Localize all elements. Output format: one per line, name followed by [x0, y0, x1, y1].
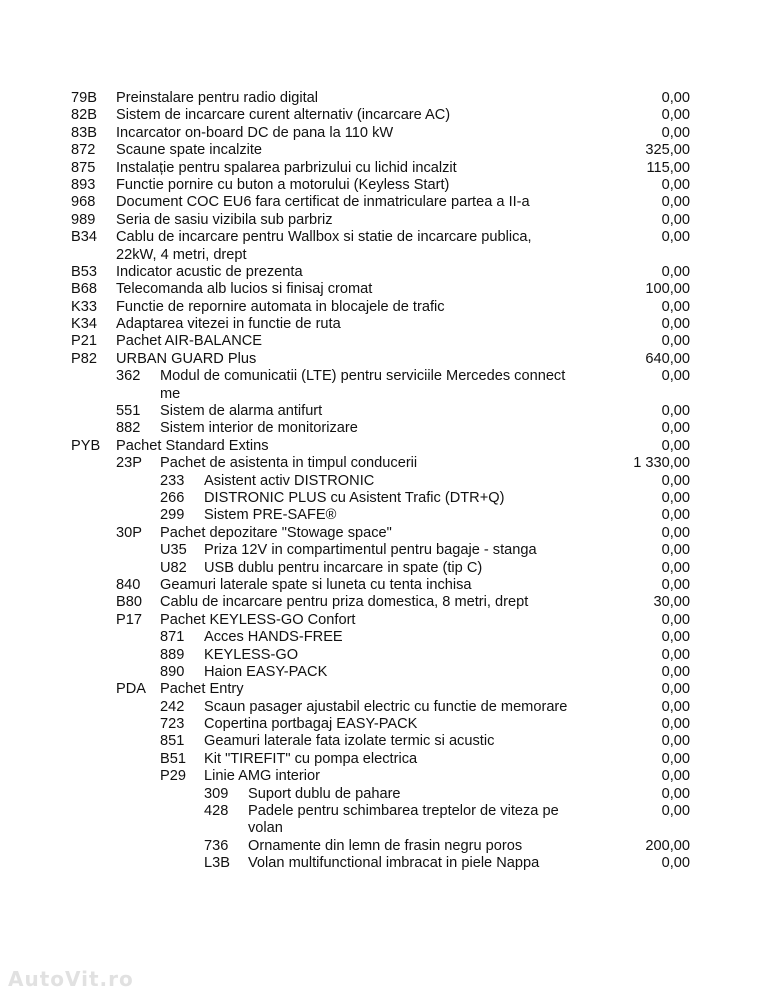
- option-code: 83B: [71, 124, 97, 141]
- option-price: 100,00: [645, 281, 690, 298]
- option-price: 0,00: [661, 507, 690, 524]
- option-price: 0,00: [661, 855, 690, 872]
- option-code: U82: [160, 559, 187, 576]
- option-code: 299: [160, 507, 185, 524]
- option-row: [0, 333, 772, 350]
- option-description: KEYLESS-GO: [204, 646, 299, 663]
- option-row: [0, 577, 772, 594]
- option-description: Kit "TIREFIT" cu pompa electrica: [204, 750, 418, 767]
- option-code: PYB: [71, 437, 101, 454]
- option-description: Incarcator on-board DC de pana la 110 kW: [116, 124, 394, 141]
- option-description: Sistem PRE-SAFE®: [204, 507, 337, 524]
- option-price: 0,00: [661, 629, 690, 646]
- option-code: 989: [71, 211, 96, 228]
- option-description: Functie de repornire automata in blocajele de trafic: [116, 298, 445, 315]
- option-description: Modul de comunicatii (LTE) pentru serviciile Mercedes connect me: [160, 368, 566, 402]
- option-row: [0, 855, 772, 872]
- option-price: 30,00: [653, 594, 690, 611]
- option-row: [0, 786, 772, 803]
- option-code: 872: [71, 142, 96, 159]
- option-price: 0,00: [661, 194, 690, 211]
- option-price: 0,00: [661, 298, 690, 315]
- option-description: Adaptarea vitezei in functie de ruta: [116, 316, 341, 333]
- option-row: [0, 803, 772, 838]
- option-row: [0, 473, 772, 490]
- option-price: 0,00: [661, 420, 690, 437]
- option-price: 0,00: [661, 611, 690, 628]
- option-description: Acces HANDS-FREE: [204, 629, 343, 646]
- option-description: Preinstalare pentru radio digital: [116, 90, 318, 106]
- option-price: 0,00: [661, 681, 690, 698]
- option-code: L3B: [204, 855, 230, 872]
- option-description: Indicator acustic de prezenta: [116, 263, 303, 280]
- option-row: [0, 125, 772, 142]
- option-row: [0, 177, 772, 194]
- option-description: Pachet KEYLESS-GO Confort: [160, 611, 356, 628]
- option-price: 0,00: [661, 437, 690, 454]
- option-code: 882: [116, 420, 141, 437]
- option-price: 0,00: [661, 542, 690, 559]
- option-code: 23P: [116, 455, 142, 472]
- option-code: 875: [71, 159, 96, 176]
- option-description: Linie AMG interior: [204, 768, 320, 785]
- option-code: P29: [160, 768, 186, 785]
- option-description: Volan multifunctional imbracat in piele Nappa: [248, 855, 540, 872]
- option-price: 0,00: [661, 124, 690, 141]
- option-code: B34: [71, 229, 97, 246]
- option-description: Priza 12V in compartimentul pentru bagaje - stanga: [204, 542, 537, 559]
- option-price: 0,00: [661, 316, 690, 333]
- option-code: B80: [116, 594, 142, 611]
- option-description: Pachet Standard Extins: [116, 437, 269, 454]
- option-row: [0, 751, 772, 768]
- option-code: 551: [116, 403, 141, 420]
- option-row: [0, 525, 772, 542]
- option-row: [0, 560, 772, 577]
- option-code: 871: [160, 629, 185, 646]
- option-code: K33: [71, 298, 97, 315]
- option-code: 266: [160, 490, 185, 507]
- option-code: U35: [160, 542, 187, 559]
- options-list: [0, 90, 772, 873]
- option-code: 242: [160, 698, 185, 715]
- option-row: [0, 142, 772, 159]
- option-description: Pachet de asistenta in timpul conducerii: [160, 455, 418, 472]
- option-price: 0,00: [661, 576, 690, 593]
- option-row: [0, 838, 772, 855]
- option-price: 0,00: [661, 559, 690, 576]
- option-description: Ornamente din lemn de frasin negru poros: [248, 837, 523, 854]
- option-price: 0,00: [661, 333, 690, 350]
- option-row: [0, 455, 772, 472]
- option-row: [0, 594, 772, 611]
- option-row: [0, 768, 772, 785]
- option-code: B53: [71, 263, 97, 280]
- option-code: 309: [204, 785, 229, 802]
- option-code: 968: [71, 194, 96, 211]
- option-price: 0,00: [661, 733, 690, 750]
- option-row: [0, 664, 772, 681]
- option-code: K34: [71, 316, 97, 333]
- option-description: Cablu de incarcare pentru Wallbox si statie de incarcare publica, 22kW, 4 metri, drept: [116, 229, 532, 263]
- option-row: [0, 490, 772, 507]
- option-code: 851: [160, 733, 185, 750]
- option-price: 0,00: [661, 698, 690, 715]
- option-description: Instalație pentru spalarea parbrizului cu lichid incalzit: [116, 159, 457, 176]
- option-code: 30P: [116, 524, 142, 541]
- option-description: Geamuri laterale fata izolate termic si acustic: [204, 733, 495, 750]
- option-row: [0, 403, 772, 420]
- option-description: Pachet AIR-BALANCE: [116, 333, 263, 350]
- option-code: B68: [71, 281, 97, 298]
- option-code: 79B: [71, 90, 97, 106]
- option-description: Sistem interior de monitorizare: [160, 420, 358, 437]
- option-price: 0,00: [661, 403, 690, 420]
- option-price: 0,00: [661, 229, 690, 246]
- option-price: 115,00: [646, 159, 690, 176]
- option-code: 889: [160, 646, 185, 663]
- option-row: [0, 647, 772, 664]
- option-price: 0,00: [661, 490, 690, 507]
- option-price: 0,00: [661, 663, 690, 680]
- option-code: 428: [204, 803, 229, 820]
- option-price: 0,00: [661, 646, 690, 663]
- option-row: [0, 351, 772, 368]
- option-code: 723: [160, 716, 185, 733]
- option-price: 0,00: [661, 768, 690, 785]
- option-price: 0,00: [661, 176, 690, 193]
- option-code: 736: [204, 837, 229, 854]
- option-row: [0, 160, 772, 177]
- option-row: [0, 612, 772, 629]
- option-description: Padele pentru schimbarea treptelor de viteza pe volan: [248, 803, 559, 837]
- option-description: Pachet Entry: [160, 681, 244, 698]
- option-row: [0, 281, 772, 298]
- option-row: [0, 229, 772, 264]
- watermark-logo: AutoVit.ro: [8, 967, 134, 991]
- option-description: Haion EASY-PACK: [204, 663, 328, 680]
- option-row: [0, 438, 772, 455]
- option-description: DISTRONIC PLUS cu Asistent Trafic (DTR+Q): [204, 490, 505, 507]
- option-description: Geamuri laterale spate si luneta cu tenta inchisa: [160, 576, 472, 593]
- option-row: [0, 264, 772, 281]
- option-row: [0, 316, 772, 333]
- option-description: Document COC EU6 fara certificat de inmatriculare partea a II-a: [116, 194, 530, 211]
- option-code: P82: [71, 350, 97, 367]
- option-price: 0,00: [661, 211, 690, 228]
- option-description: USB dublu pentru incarcare in spate (tip C): [204, 559, 483, 576]
- option-price: 0,00: [661, 716, 690, 733]
- option-code: B51: [160, 750, 186, 767]
- option-row: [0, 716, 772, 733]
- option-row: [0, 507, 772, 524]
- option-row: [0, 194, 772, 211]
- option-price: 0,00: [661, 750, 690, 767]
- option-price: 640,00: [645, 350, 690, 367]
- option-row: [0, 212, 772, 229]
- option-row: [0, 299, 772, 316]
- option-description: Seria de sasiu vizibila sub parbriz: [116, 211, 333, 228]
- option-price: 0,00: [661, 90, 690, 106]
- option-row: [0, 90, 772, 107]
- option-price: 1 330,00: [633, 455, 690, 472]
- option-code: 890: [160, 663, 185, 680]
- option-row: [0, 629, 772, 646]
- option-description: Scaune spate incalzite: [116, 142, 263, 159]
- option-description: Cablu de incarcare pentru priza domestica, 8 metri, drept: [160, 594, 529, 611]
- option-row: [0, 542, 772, 559]
- option-row: [0, 420, 772, 437]
- option-description: Pachet depozitare "Stowage space": [160, 524, 392, 541]
- option-price: 0,00: [661, 524, 690, 541]
- option-code: PDA: [116, 681, 147, 698]
- option-code: 233: [160, 472, 185, 489]
- option-code: P21: [71, 333, 97, 350]
- option-code: 82B: [71, 107, 97, 124]
- option-price: 0,00: [661, 107, 690, 124]
- option-description: Asistent activ DISTRONIC: [204, 472, 375, 489]
- option-row: [0, 107, 772, 124]
- option-code: 893: [71, 176, 96, 193]
- option-row: [0, 733, 772, 750]
- option-price: 0,00: [661, 263, 690, 280]
- option-price: 0,00: [661, 368, 690, 385]
- option-price: 0,00: [661, 472, 690, 489]
- option-price: 325,00: [645, 142, 690, 159]
- option-row: [0, 681, 772, 698]
- option-code: P17: [116, 611, 142, 628]
- option-description: Sistem de alarma antifurt: [160, 403, 323, 420]
- option-description: Functie pornire cu buton a motorului (Keyless Start): [116, 176, 450, 193]
- option-description: Scaun pasager ajustabil electric cu functie de memorare: [204, 698, 568, 715]
- option-description: Suport dublu de pahare: [248, 785, 401, 802]
- option-price: 200,00: [645, 837, 690, 854]
- option-row: [0, 368, 772, 403]
- option-code: 362: [116, 368, 141, 385]
- option-code: 840: [116, 576, 141, 593]
- option-description: Sistem de incarcare curent alternativ (incarcare AC): [116, 107, 451, 124]
- option-price: 0,00: [661, 803, 690, 820]
- option-description: Copertina portbagaj EASY-PACK: [204, 716, 418, 733]
- option-row: [0, 699, 772, 716]
- option-description: Telecomanda alb lucios si finisaj cromat: [116, 281, 373, 298]
- option-price: 0,00: [661, 785, 690, 802]
- option-description: URBAN GUARD Plus: [116, 350, 257, 367]
